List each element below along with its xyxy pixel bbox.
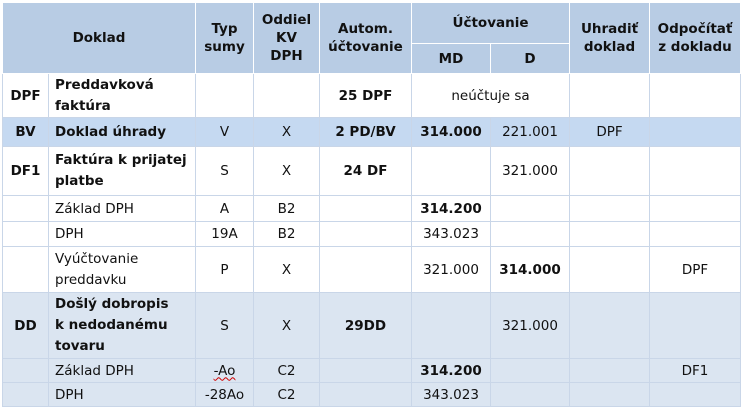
odpocitat-z-dokladu: DPF: [650, 247, 741, 293]
uhradit-doklad: [570, 247, 650, 293]
md-value: 321.000: [412, 247, 491, 293]
autom-uctovanie: [320, 383, 412, 407]
odpocitat-z-dokladu: [650, 74, 741, 118]
doc-code: DF1: [3, 147, 49, 196]
oddiel-kv-dph: C2: [254, 359, 320, 383]
table-row: [3, 359, 741, 383]
doc-name: Preddavková faktúra: [49, 74, 196, 118]
uhradit-doklad: [570, 293, 650, 359]
typ-sumy: -28Ao: [196, 383, 254, 407]
odpocitat-z-dokladu: DF1: [650, 359, 741, 383]
doc-code: [3, 247, 49, 293]
autom-uctovanie: 25 DPF: [320, 74, 412, 118]
autom-uctovanie: [320, 359, 412, 383]
header-uhradit-doklad: Uhradiť doklad: [570, 3, 650, 74]
accounting-table: [2, 2, 741, 407]
odpocitat-z-dokladu: [650, 222, 741, 247]
doc-code: [3, 359, 49, 383]
typ-sumy-value: -Ao: [213, 362, 236, 379]
odpocitat-z-dokladu: [650, 383, 741, 407]
autom-uctovanie: [320, 196, 412, 222]
uhradit-doklad: DPF: [570, 118, 650, 147]
table-row: [3, 74, 741, 118]
oddiel-kv-dph: X: [254, 118, 320, 147]
odpocitat-z-dokladu: [650, 196, 741, 222]
uhradit-doklad: [570, 196, 650, 222]
header-d: D: [491, 44, 570, 74]
typ-sumy: S: [196, 147, 254, 196]
d-value: 321.000: [491, 293, 570, 359]
odpocitat-z-dokladu: [650, 293, 741, 359]
oddiel-kv-dph: X: [254, 247, 320, 293]
table-row: [3, 147, 741, 196]
typ-sumy: 19A: [196, 222, 254, 247]
uctovanie-note: neúčtuje sa: [412, 74, 570, 118]
table-row: [3, 196, 741, 222]
uhradit-doklad: [570, 147, 650, 196]
autom-uctovanie: 29DD: [320, 293, 412, 359]
doc-code: [3, 222, 49, 247]
md-value: [412, 293, 491, 359]
header-autom-uctovanie: Autom. účtovanie: [320, 3, 412, 74]
uhradit-doklad: [570, 383, 650, 407]
doc-name: Vyúčtovanie preddavku: [49, 247, 196, 293]
oddiel-kv-dph: B2: [254, 222, 320, 247]
odpocitat-z-dokladu: [650, 118, 741, 147]
oddiel-kv-dph: X: [254, 293, 320, 359]
doc-name: Faktúra k prijatej platbe: [49, 147, 196, 196]
table-row: [3, 118, 741, 147]
autom-uctovanie: 2 PD/BV: [320, 118, 412, 147]
header-odpocitat-z-dokladu: Odpočítať z dokladu: [650, 3, 741, 74]
md-value: 343.023: [412, 222, 491, 247]
table-row: [3, 293, 741, 359]
uhradit-doklad: [570, 359, 650, 383]
table-row: [3, 247, 741, 293]
doc-code: [3, 383, 49, 407]
doc-name: Základ DPH: [49, 359, 196, 383]
autom-uctovanie: [320, 222, 412, 247]
doc-name: Základ DPH: [49, 196, 196, 222]
table-row: [3, 383, 741, 407]
typ-sumy: P: [196, 247, 254, 293]
doc-name: DPH: [49, 222, 196, 247]
d-value: 321.000: [491, 147, 570, 196]
header-typ-sumy: Typ sumy: [196, 3, 254, 74]
header-uctovanie: Účtovanie: [412, 3, 570, 44]
md-value: 343.023: [412, 383, 491, 407]
typ-sumy: V: [196, 118, 254, 147]
oddiel-kv-dph: X: [254, 147, 320, 196]
doc-name: Doklad úhrady: [49, 118, 196, 147]
doc-name: DPH: [49, 383, 196, 407]
autom-uctovanie: [320, 247, 412, 293]
uhradit-doklad: [570, 222, 650, 247]
typ-sumy: [196, 74, 254, 118]
oddiel-kv-dph: C2: [254, 383, 320, 407]
header-doklad: Doklad: [3, 3, 196, 74]
d-value: 221.001: [491, 118, 570, 147]
oddiel-kv-dph: B2: [254, 196, 320, 222]
doc-code: DD: [3, 293, 49, 359]
md-value: 314.000: [412, 118, 491, 147]
doc-code: BV: [3, 118, 49, 147]
md-value: 314.200: [412, 196, 491, 222]
d-value: [491, 359, 570, 383]
md-value: 314.200: [412, 359, 491, 383]
header-oddiel-kv-dph: Oddiel KV DPH: [254, 3, 320, 74]
d-value: [491, 383, 570, 407]
d-value: [491, 196, 570, 222]
typ-sumy: S: [196, 293, 254, 359]
doc-code: [3, 196, 49, 222]
table-row: [3, 222, 741, 247]
typ-sumy: A: [196, 196, 254, 222]
doc-name: Došlý dobropis k nedodanému tovaru: [49, 293, 196, 359]
odpocitat-z-dokladu: [650, 147, 741, 196]
autom-uctovanie: 24 DF: [320, 147, 412, 196]
header-md: MD: [412, 44, 491, 74]
d-value: [491, 222, 570, 247]
doc-code: DPF: [3, 74, 49, 118]
uhradit-doklad: [570, 74, 650, 118]
d-value: 314.000: [491, 247, 570, 293]
oddiel-kv-dph: [254, 74, 320, 118]
md-value: [412, 147, 491, 196]
typ-sumy: [196, 359, 254, 383]
